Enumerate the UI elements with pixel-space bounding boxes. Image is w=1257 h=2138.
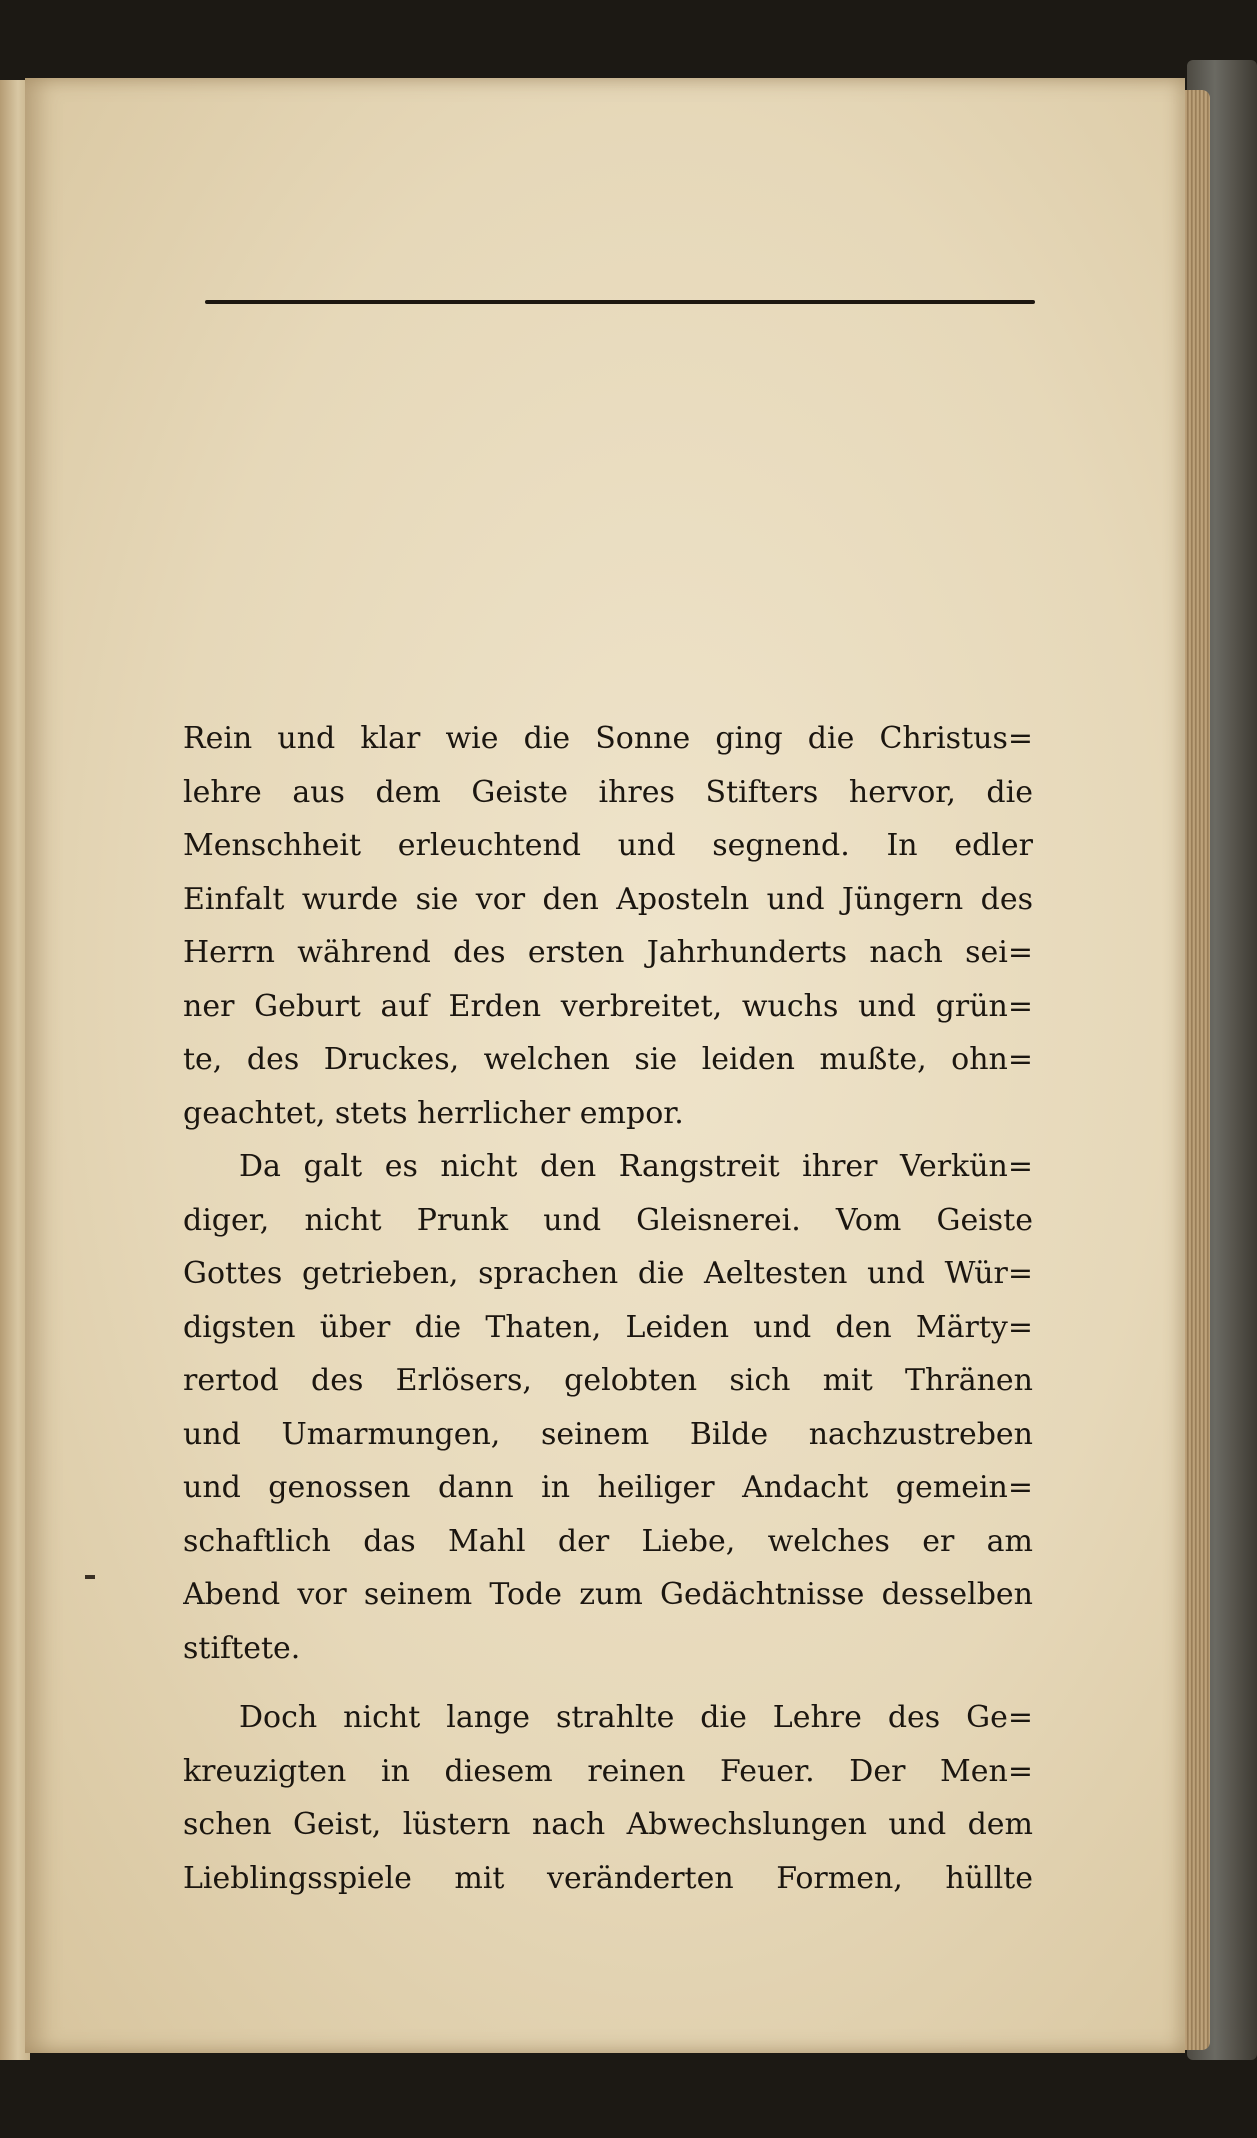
page-body-text bbox=[183, 712, 1033, 1905]
text-line: Da galt es nicht den Rangstreit ihrer Verkün= bbox=[239, 1149, 1033, 1184]
text-line: ner Geburt auf Erden verbreitet, wuchs und grün= bbox=[183, 988, 1033, 1024]
header-rule bbox=[205, 300, 1035, 304]
text-line: Einfalt wurde sie vor den Aposteln und Jüngern des bbox=[183, 881, 1033, 917]
margin-mark bbox=[85, 1575, 95, 1579]
text-line: Herrn während des ersten Jahrhunderts nach sei= bbox=[183, 935, 1033, 970]
text-line: Gottes getrieben, sprachen die Aeltesten und Wür= bbox=[183, 1256, 1033, 1291]
text-line: Rein und klar wie die Sonne ging die Christus= bbox=[183, 721, 1033, 756]
paragraph-2 bbox=[183, 1140, 1033, 1675]
text-line: schaftlich das Mahl der Liebe, welches er am bbox=[183, 1523, 1033, 1559]
text-line: schen Geist, lüstern nach Abwechslungen und dem bbox=[183, 1807, 1033, 1842]
paragraph-gap bbox=[183, 1675, 1033, 1691]
text-line: Doch nicht lange strahlte die Lehre des Ge= bbox=[239, 1700, 1033, 1735]
text-line: Abend vor seinem Tode zum Gedächtnisse desselben bbox=[183, 1577, 1033, 1612]
paragraph-3 bbox=[183, 1691, 1033, 1905]
text-line: lehre aus dem Geiste ihres Stifters hervor, die bbox=[183, 774, 1033, 810]
text-line: rertod des Erlösers, gelobten sich mit Thränen bbox=[183, 1363, 1033, 1398]
text-line: und genossen dann in heiliger Andacht gemein= bbox=[183, 1470, 1033, 1505]
show-through-text bbox=[300, 345, 1050, 705]
text-line: digsten über die Thaten, Leiden und den Märty= bbox=[183, 1309, 1033, 1345]
paragraph-1 bbox=[183, 712, 1033, 1140]
text-line: stiftete. bbox=[183, 1630, 301, 1666]
text-line: te, des Druckes, welchen sie leiden mußte, ohn= bbox=[183, 1042, 1033, 1077]
text-line: diger, nicht Prunk und Gleisnerei. Vom Geiste bbox=[183, 1202, 1033, 1238]
text-line: geachtet, stets herrlicher empor. bbox=[183, 1095, 684, 1131]
text-line: kreuzigten in diesem reinen Feuer. Der Men= bbox=[183, 1753, 1033, 1789]
text-line: und Umarmungen, seinem Bilde nachzustreben bbox=[183, 1416, 1033, 1452]
text-line: Menschheit erleuchtend und segnend. In edler bbox=[183, 828, 1033, 863]
text-line: Lieblingsspiele mit veränderten Formen, hüllte bbox=[183, 1860, 1033, 1896]
